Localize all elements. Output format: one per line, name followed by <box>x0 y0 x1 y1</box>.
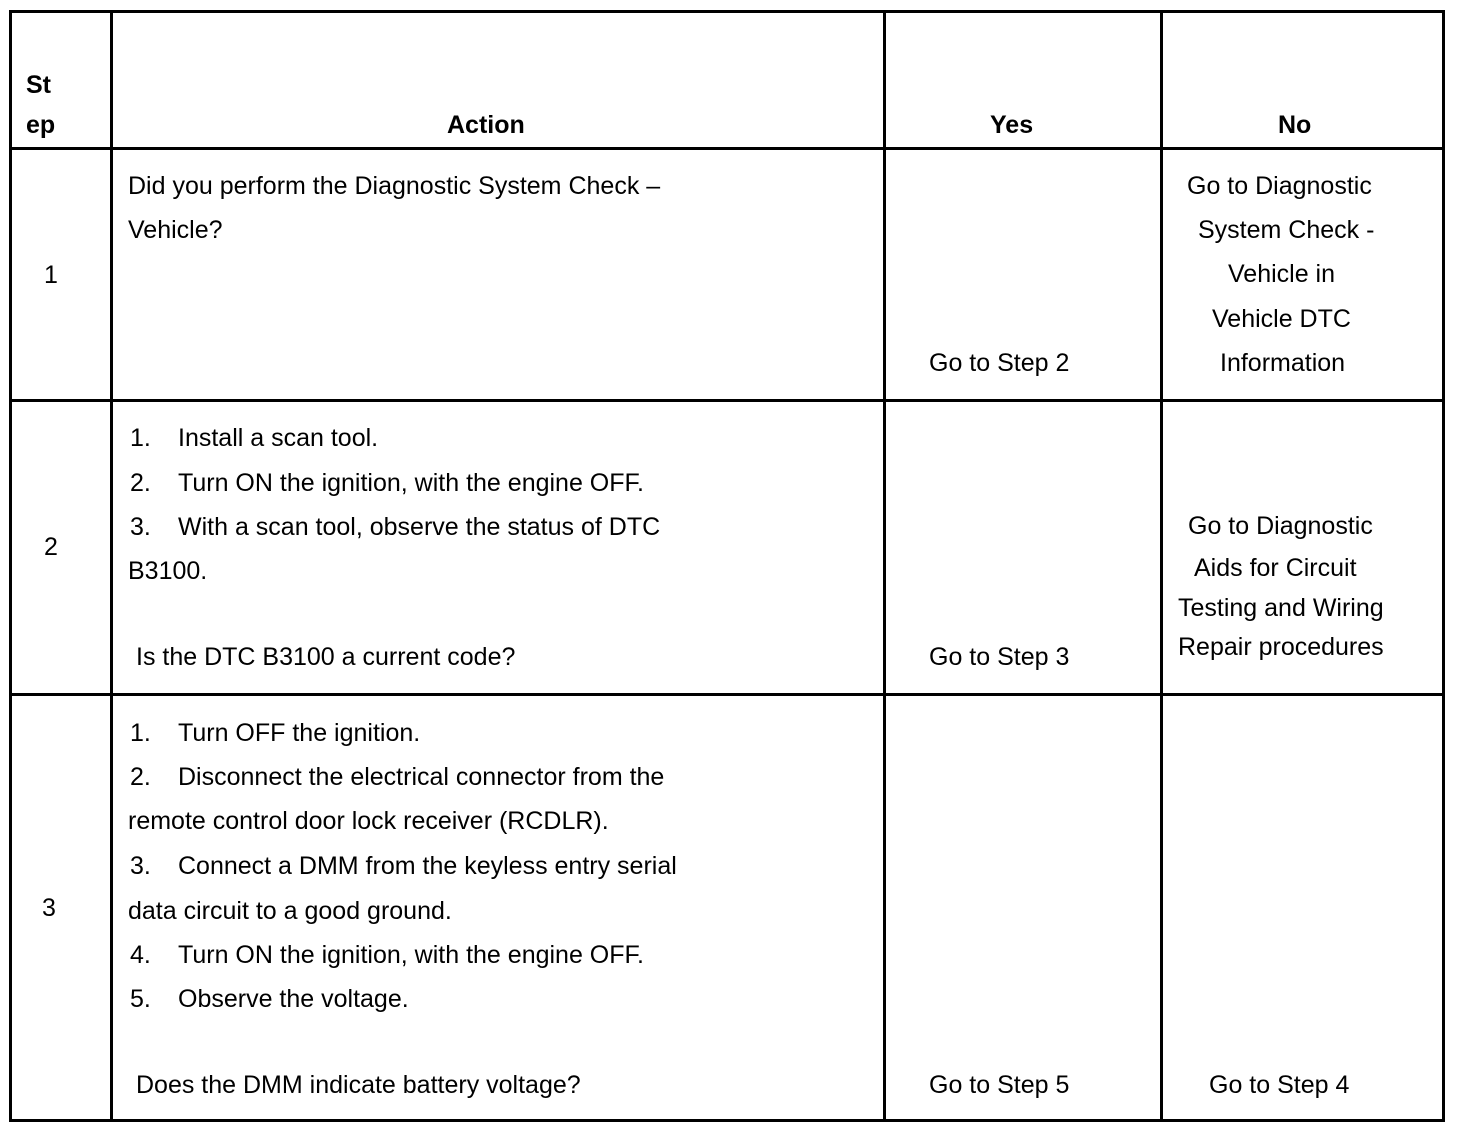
column-divider <box>883 10 886 1122</box>
table-border-bottom <box>9 1119 1445 1122</box>
item-text: Observe the voltage. <box>178 985 409 1013</box>
header-divider <box>9 147 1445 150</box>
action-item <box>130 755 664 800</box>
action-item <box>130 416 378 461</box>
action-text: B3100. <box>128 557 208 585</box>
no-result: Repair procedures <box>1178 633 1384 661</box>
action-text: Did you perform the Diagnostic System Check – <box>128 172 661 200</box>
row-divider <box>9 399 1445 402</box>
no-result: Go to Diagnostic <box>1187 172 1372 200</box>
step-number: 2 <box>44 533 58 561</box>
column-divider <box>1160 10 1163 1122</box>
item-number: 2. <box>130 763 151 791</box>
item-number: 4. <box>130 941 151 969</box>
item-text: Turn OFF the ignition. <box>178 719 421 747</box>
question-text: Does the DMM indicate battery voltage? <box>136 1071 581 1099</box>
action-item <box>130 977 409 1022</box>
action-item <box>130 505 660 550</box>
column-divider <box>110 10 113 1122</box>
item-text: Turn ON the ignition, with the engine OFF. <box>178 469 644 497</box>
item-text: With a scan tool, observe the status of DTC <box>178 513 661 541</box>
header-yes: Yes <box>990 111 1034 139</box>
item-number: 5. <box>130 985 151 1013</box>
item-number: 2. <box>130 469 151 497</box>
table-border-right <box>1442 10 1445 1122</box>
action-item <box>130 711 420 756</box>
no-result: Vehicle in <box>1228 260 1336 288</box>
yes-result: Go to Step 2 <box>929 349 1070 377</box>
action-text: Vehicle? <box>128 216 223 244</box>
no-result: Information <box>1220 349 1346 377</box>
no-result: Go to Diagnostic <box>1188 512 1373 540</box>
row-divider <box>9 693 1445 696</box>
no-result: Vehicle DTC <box>1212 305 1351 333</box>
yes-result: Go to Step 5 <box>929 1071 1070 1099</box>
question-text: Is the DTC B3100 a current code? <box>136 643 516 671</box>
action-item <box>130 844 677 889</box>
item-number: 1. <box>130 424 151 452</box>
header-step-line2: ep <box>26 111 56 139</box>
header-no: No <box>1278 111 1312 139</box>
yes-result: Go to Step 3 <box>929 643 1070 671</box>
action-text: remote control door lock receiver (RCDLR). <box>128 807 609 835</box>
no-result: System Check - <box>1198 216 1375 244</box>
header-step-line1: St <box>26 71 51 99</box>
item-number: 3. <box>130 513 151 541</box>
item-text: Install a scan tool. <box>178 424 379 452</box>
action-item <box>130 933 644 978</box>
item-text: Turn ON the ignition, with the engine OFF. <box>178 941 644 969</box>
step-number: 1 <box>44 261 58 289</box>
no-result: Aids for Circuit <box>1194 554 1357 582</box>
action-text: data circuit to a good ground. <box>128 897 452 925</box>
action-item <box>130 461 644 506</box>
item-text: Disconnect the electrical connector from the <box>178 763 665 791</box>
step-number: 3 <box>42 894 56 922</box>
table-border-top <box>9 10 1445 13</box>
item-text: Connect a DMM from the keyless entry serial <box>178 852 677 880</box>
header-action: Action <box>447 111 525 139</box>
item-number: 3. <box>130 852 151 880</box>
no-result: Go to Step 4 <box>1209 1071 1350 1099</box>
item-number: 1. <box>130 719 151 747</box>
no-result: Testing and Wiring <box>1178 594 1384 622</box>
table-border-left <box>9 10 12 1122</box>
